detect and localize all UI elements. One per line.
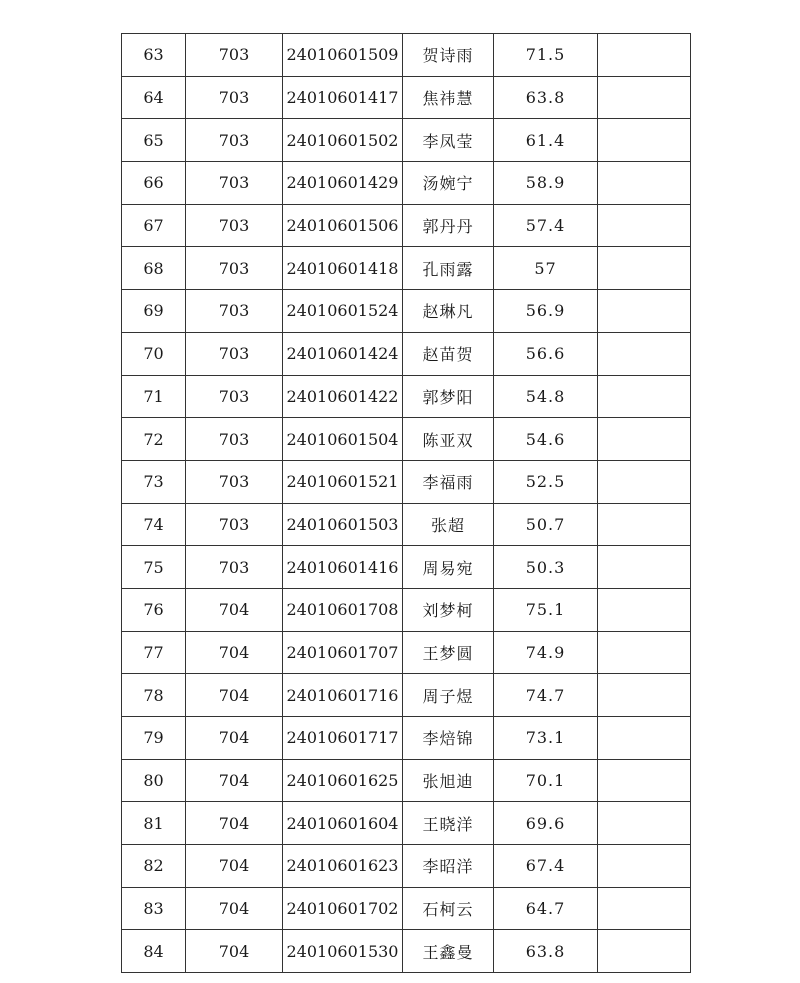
table-row [122,162,691,205]
table-row [122,76,691,119]
cell-name: 陈亚双 [403,418,494,461]
table-row [122,845,691,888]
cell-note [598,162,691,205]
table-row [122,802,691,845]
cell-score: 71.5 [494,34,598,77]
table-row [122,375,691,418]
cell-score: 69.6 [494,802,598,845]
cell-score: 58.9 [494,162,598,205]
cell-score: 75.1 [494,588,598,631]
cell-exam-id: 24010601702 [283,887,403,930]
cell-score: 50.3 [494,546,598,589]
cell-exam-id: 24010601506 [283,204,403,247]
cell-room: 703 [186,503,283,546]
table-row [122,119,691,162]
cell-exam-id: 24010601604 [283,802,403,845]
table-row [122,460,691,503]
cell-name: 孔雨露 [403,247,494,290]
cell-note [598,546,691,589]
cell-room: 704 [186,674,283,717]
table-row [122,887,691,930]
table-row [122,503,691,546]
cell-note [598,418,691,461]
cell-note [598,930,691,973]
cell-note [598,247,691,290]
cell-exam-id: 24010601625 [283,759,403,802]
cell-exam-id: 24010601524 [283,290,403,333]
cell-number: 73 [122,460,186,503]
cell-exam-id: 24010601429 [283,162,403,205]
cell-exam-id: 24010601623 [283,845,403,888]
cell-name: 王晓洋 [403,802,494,845]
cell-score: 57 [494,247,598,290]
cell-note [598,588,691,631]
cell-score: 56.9 [494,290,598,333]
cell-number: 77 [122,631,186,674]
cell-name: 郭丹丹 [403,204,494,247]
cell-note [598,76,691,119]
table-row [122,930,691,973]
cell-name: 赵苗贺 [403,332,494,375]
cell-number: 79 [122,717,186,760]
cell-number: 64 [122,76,186,119]
table-row [122,546,691,589]
table-row [122,759,691,802]
table-row [122,247,691,290]
cell-name: 王鑫曼 [403,930,494,973]
cell-exam-id: 24010601521 [283,460,403,503]
table-row [122,290,691,333]
cell-number: 84 [122,930,186,973]
cell-number: 78 [122,674,186,717]
cell-name: 李焙锦 [403,717,494,760]
cell-room: 703 [186,162,283,205]
cell-note [598,845,691,888]
cell-room: 703 [186,460,283,503]
cell-note [598,802,691,845]
cell-room: 704 [186,759,283,802]
table-row [122,588,691,631]
cell-room: 703 [186,119,283,162]
cell-exam-id: 24010601504 [283,418,403,461]
cell-room: 704 [186,588,283,631]
cell-exam-id: 24010601509 [283,34,403,77]
cell-note [598,717,691,760]
cell-note [598,631,691,674]
cell-exam-id: 24010601422 [283,375,403,418]
cell-name: 李昭洋 [403,845,494,888]
cell-exam-id: 24010601416 [283,546,403,589]
cell-note [598,503,691,546]
cell-room: 704 [186,845,283,888]
cell-exam-id: 24010601417 [283,76,403,119]
cell-number: 72 [122,418,186,461]
cell-room: 704 [186,631,283,674]
cell-number: 66 [122,162,186,205]
cell-name: 石柯云 [403,887,494,930]
cell-note [598,119,691,162]
cell-number: 65 [122,119,186,162]
cell-score: 67.4 [494,845,598,888]
cell-name: 张旭迪 [403,759,494,802]
cell-score: 54.8 [494,375,598,418]
cell-number: 82 [122,845,186,888]
cell-room: 703 [186,332,283,375]
cell-room: 704 [186,717,283,760]
cell-score: 74.9 [494,631,598,674]
cell-note [598,460,691,503]
cell-number: 70 [122,332,186,375]
cell-score: 54.6 [494,418,598,461]
cell-number: 75 [122,546,186,589]
cell-number: 80 [122,759,186,802]
cell-note [598,759,691,802]
cell-room: 703 [186,418,283,461]
cell-name: 张超 [403,503,494,546]
cell-exam-id: 24010601716 [283,674,403,717]
cell-room: 704 [186,802,283,845]
cell-exam-id: 24010601503 [283,503,403,546]
cell-score: 61.4 [494,119,598,162]
cell-room: 704 [186,930,283,973]
cell-note [598,204,691,247]
cell-note [598,290,691,333]
table-body [122,34,691,973]
cell-name: 周易宛 [403,546,494,589]
cell-note [598,674,691,717]
table-row [122,418,691,461]
cell-name: 赵琳凡 [403,290,494,333]
cell-name: 郭梦阳 [403,375,494,418]
cell-exam-id: 24010601418 [283,247,403,290]
cell-name: 汤婉宁 [403,162,494,205]
table-row [122,204,691,247]
cell-room: 703 [186,34,283,77]
cell-number: 69 [122,290,186,333]
cell-score: 57.4 [494,204,598,247]
cell-room: 703 [186,247,283,290]
cell-number: 63 [122,34,186,77]
cell-exam-id: 24010601708 [283,588,403,631]
cell-room: 703 [186,76,283,119]
cell-score: 70.1 [494,759,598,802]
table-row [122,674,691,717]
score-table [121,33,691,973]
cell-room: 703 [186,375,283,418]
cell-exam-id: 24010601530 [283,930,403,973]
cell-exam-id: 24010601707 [283,631,403,674]
cell-exam-id: 24010601424 [283,332,403,375]
cell-exam-id: 24010601717 [283,717,403,760]
cell-room: 703 [186,290,283,333]
cell-number: 74 [122,503,186,546]
cell-score: 73.1 [494,717,598,760]
cell-exam-id: 24010601502 [283,119,403,162]
cell-number: 68 [122,247,186,290]
cell-name: 焦祎慧 [403,76,494,119]
cell-room: 703 [186,546,283,589]
cell-number: 67 [122,204,186,247]
cell-number: 76 [122,588,186,631]
cell-note [598,375,691,418]
cell-note [598,887,691,930]
cell-name: 刘梦柯 [403,588,494,631]
cell-number: 71 [122,375,186,418]
cell-score: 52.5 [494,460,598,503]
cell-number: 81 [122,802,186,845]
cell-name: 李福雨 [403,460,494,503]
cell-name: 周子煜 [403,674,494,717]
cell-score: 56.6 [494,332,598,375]
cell-room: 704 [186,887,283,930]
cell-score: 63.8 [494,76,598,119]
cell-name: 王梦圆 [403,631,494,674]
table-row [122,717,691,760]
cell-name: 贺诗雨 [403,34,494,77]
cell-score: 74.7 [494,674,598,717]
table-row [122,332,691,375]
cell-note [598,332,691,375]
cell-room: 703 [186,204,283,247]
cell-number: 83 [122,887,186,930]
cell-score: 64.7 [494,887,598,930]
table-row [122,631,691,674]
cell-name: 李凤莹 [403,119,494,162]
cell-note [598,34,691,77]
table-row [122,34,691,77]
cell-score: 50.7 [494,503,598,546]
cell-score: 63.8 [494,930,598,973]
